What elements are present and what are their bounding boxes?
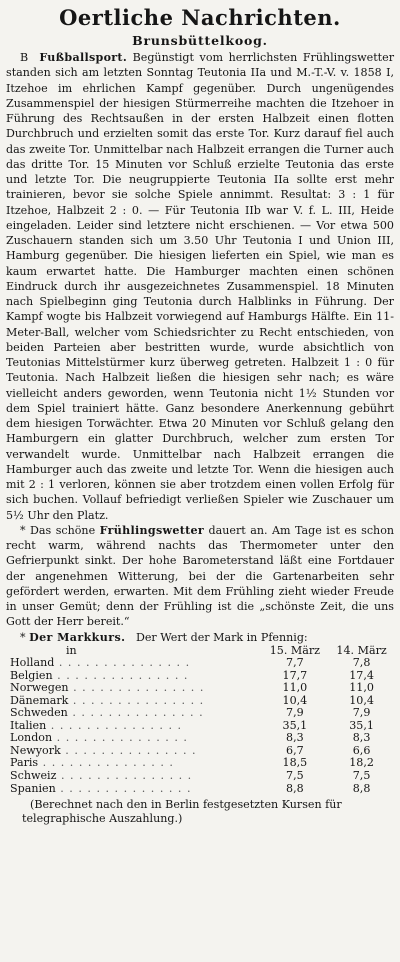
rate-14-maerz: 18,2 (349, 756, 374, 770)
country-name: Schweden . . . . . . . . . . . . . . . (10, 706, 204, 720)
market-intro: Der Wert der Mark in Pfennig: (135, 630, 308, 644)
rate-15-maerz: 7,9 (286, 706, 304, 720)
rate-15-maerz: 35,1 (282, 718, 308, 732)
country-name: London . . . . . . . . . . . . . . . (10, 731, 188, 745)
market-heading (6, 630, 394, 645)
market-footnote: (Berechnet nach den in Berlin festgesetzten Kursen für telegraphische Auszahlung.) (22, 798, 342, 826)
rate-14-maerz: 6,6 (352, 743, 371, 757)
country-name: Norwegen . . . . . . . . . . . . . . . (10, 681, 205, 695)
market-title: Der Markkurs. (29, 630, 126, 644)
rate-14-maerz: 7,5 (352, 768, 371, 782)
rate-15-maerz: 11,0 (282, 681, 308, 695)
rate-14-maerz: 8,3 (352, 731, 371, 745)
rate-14-maerz: 11,0 (349, 681, 374, 695)
weather-marker: * (20, 523, 26, 537)
country-name: Dänemark . . . . . . . . . . . . . . . (10, 693, 205, 707)
rate-15-maerz: 8,8 (286, 781, 304, 795)
market-table (10, 645, 394, 796)
col-in: in (66, 643, 77, 657)
section-subhead: Brunsbüttelkoog. (132, 33, 268, 48)
rate-15-maerz: 18,5 (282, 756, 308, 770)
country-name: Newyork . . . . . . . . . . . . . . . (10, 743, 197, 757)
football-body: Begünstigt vom herrlichsten Frühlingswetter standen sich am letzten Sonntag Teutonia IIa und M.-T.-V. v. 1858 I, Itzehoe im ehrlichen Kampf gegenüber. Durch ungenügendes Zusammenspiel der hiesigen Stürmerreihe machten die Itzehoer in Führung des Rechtsaußen in der ersten Halbzeit einen flotten Durchbruch und erzielten somit das erste Tor. Kurz darauf fiel auch das zweite Tor. Unmittelbar nach Halbzeit errangen die Turner auch das dritte Tor. 15 Minuten vor Schluß erzielte Teutonia das erste und letzte Tor. Die neugruppierte Teutonia IIa sollte erst mehr trainieren, bevor sie solche Spiele annimmt. Resultat: 3 : 1 für Itzehoe, Halbzeit 2 : 0. — Für Teutonia IIb war V. f. L. III, Heide eingeladen. Leider sind letztere nicht erschienen. — Vor etwa 500 Zuschauern standen sich um 3.50 Uhr Teutonia I und Union III, Hamburg gegenüber. Die hiesigen lieferten ein Spiel, wie man es kaum erwartet hatte. Die Hamburger machten einen schönen Eindruck durch ihr ausgezeichnetes Zusammenspiel. 18 Minuten nach Spielbeginn ging Teutonia durch Halblinks in Führung. Der Kampf wogte bis Halbzeit vorwiegend auf Hamburgs Hälfte. Ein 11-Meter-Ball, welcher vom Schiedsrichter zu Recht entschieden, von beiden Parteien aber bestritten wurde, wurde absichtlich von Teutonias Mittelstürmer kurz überweg getreten. Halbzeit 1 : 0 für Teutonia. Nach Halbzeit ließen die hiesigen sehr nach; es wäre vielleicht anders geworden, wenn Teutonia nicht 1½ Stunden vor dem Spiel trainiert hätte. Ganz besondere Anerkennung gebührt dem hiesigen Torwächter. Etwa 20 Minuten vor Schluß gelang den Hamburgern ein glatter Durchbruch, welcher zum ersten Tor verwandelt wurde. Unmittelbar nach Halbzeit errangen die Hamburger auch das zweite und letzte Tor. Wenn die hiesigen auch mit 2 : 1 verloren, können sie aber trotzdem einen vollen Erfolg für sich buchen. Vollauf befriedigt verließen Spieler wie Zuschauer um 5½ Uhr den Platz. (6, 51, 394, 522)
rate-14-maerz: 7,9 (352, 706, 371, 720)
rate-14-maerz: 8,8 (352, 781, 371, 795)
country-name: Schweiz . . . . . . . . . . . . . . . (10, 768, 193, 782)
country-name: Spanien . . . . . . . . . . . . . . . (10, 781, 192, 795)
football-article (6, 50, 394, 523)
rate-15-maerz: 8,3 (286, 731, 304, 745)
country-name: Paris . . . . . . . . . . . . . . . (10, 756, 174, 770)
rate-14-maerz: 17,4 (349, 668, 374, 682)
country-name: Italien . . . . . . . . . . . . . . . (10, 718, 183, 732)
market-marker: * (20, 630, 26, 644)
col-date-2: 14. März (336, 643, 387, 657)
rate-15-maerz: 10,4 (282, 693, 308, 707)
country-name: Holland . . . . . . . . . . . . . . . (10, 656, 191, 670)
market-rows (10, 657, 394, 795)
weather-lead-pre: Das schöne (30, 523, 96, 537)
weather-article (6, 523, 394, 630)
rate-15-maerz: 7,5 (286, 768, 304, 782)
page-headline: Oertliche Nachrichten. (59, 5, 341, 30)
rate-14-maerz: 7,8 (352, 656, 371, 670)
rate-14-maerz: 35,1 (349, 718, 374, 732)
football-lead-title: Fußballsport. (39, 51, 128, 64)
table-row (10, 783, 394, 796)
weather-body: dauert an. Am Tage ist es schon recht warm, während nachts das Thermometer unter den Gefrierpunkt sinkt. Der hohe Barometerstand läßt eine Fortdauer der angenehmen Witterung, bei der die Gartenarbeiten sehr gefördert werden, erwarten. Mit dem Frühling zieht wieder Freude in unser Gemüt; denn der Frühling ist die „schönste Zeit, die uns Gott der Herr bereit.“ (6, 523, 395, 629)
rate-15-maerz: 6,7 (286, 743, 304, 757)
rate-15-maerz: 17,7 (282, 668, 308, 682)
weather-lead-title: Frühlingswetter (99, 523, 205, 537)
country-name: Belgien . . . . . . . . . . . . . . . (10, 668, 189, 682)
rate-14-maerz: 10,4 (349, 693, 374, 707)
football-lead-letter: B (20, 51, 29, 64)
col-date-1: 15. März (269, 643, 321, 657)
rate-15-maerz: 7,7 (286, 656, 304, 670)
